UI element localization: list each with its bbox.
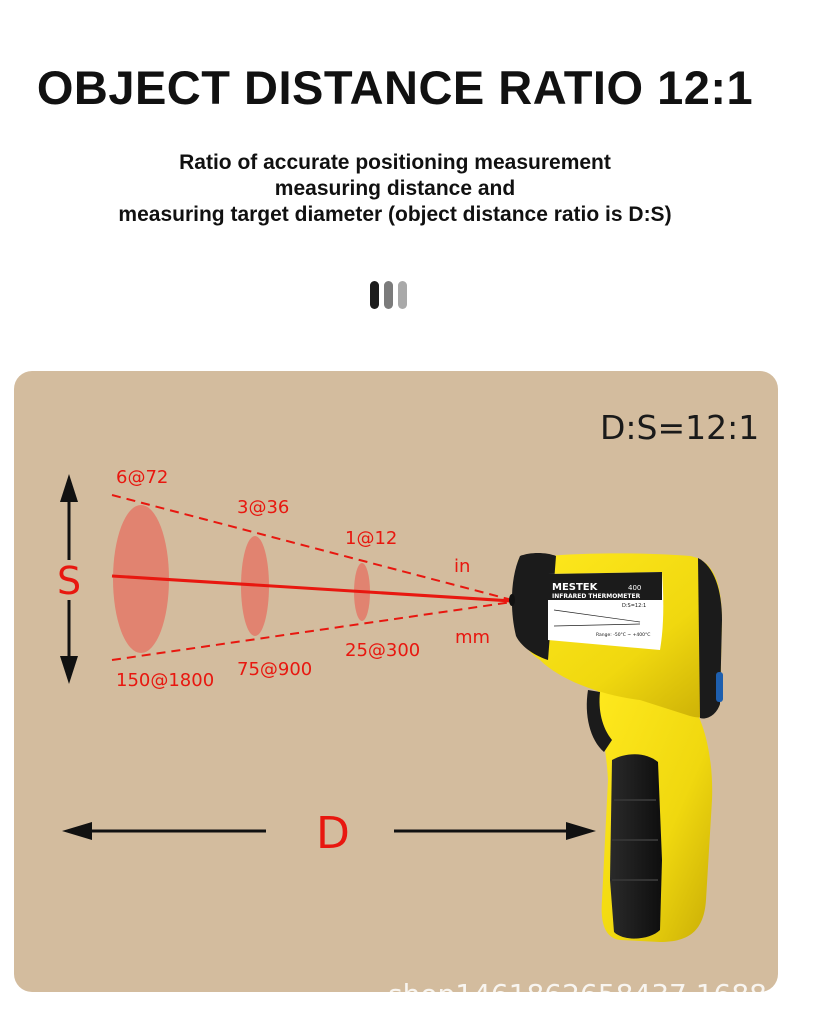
device-brand: MESTEK <box>552 582 598 593</box>
spot-size-label: S <box>56 559 82 603</box>
subtitle-line: measuring distance and <box>274 177 516 200</box>
cone-lower-line <box>112 602 512 660</box>
device-ratio-mark: D:S=12:1 <box>622 603 647 609</box>
device-lens <box>509 594 515 606</box>
inch-label-mid: 3@36 <box>237 497 290 518</box>
mm-label-near: 25@300 <box>345 640 421 661</box>
subtitle-line: measuring target diameter (object distance ratio is D:S) <box>118 203 672 226</box>
device-model-number: 400 <box>628 584 642 592</box>
arrow-left-icon <box>62 822 92 840</box>
ratio-label: D:S=12:1 <box>600 408 760 447</box>
arrow-right-icon <box>566 822 596 840</box>
mm-label-far: 150@1800 <box>116 670 215 691</box>
device-panel-title: INFRARED THERMOMETER <box>552 593 641 600</box>
unit-mm-label: mm <box>455 627 491 648</box>
watermark: shop1461862658437.1688.com <box>388 978 836 1011</box>
device-range-text: Range: -50°C ~ +400°C <box>596 633 651 638</box>
cone-upper-line <box>112 495 512 600</box>
arrow-down-icon <box>60 656 78 684</box>
inch-label-near: 1@12 <box>345 528 398 549</box>
distance-label: D <box>316 808 350 859</box>
unit-inch-label: in <box>454 556 471 577</box>
inch-label-far: 6@72 <box>116 467 169 488</box>
arrow-up-icon <box>60 474 78 502</box>
page-title: OBJECT DISTANCE RATIO 12:1 <box>36 61 754 114</box>
laser-center-line <box>112 576 512 601</box>
subtitle-line: Ratio of accurate positioning measurement <box>179 151 611 174</box>
thermometer-device <box>509 553 723 942</box>
mm-label-mid: 75@900 <box>237 659 313 680</box>
device-grip <box>610 754 662 938</box>
device-button <box>716 672 723 702</box>
